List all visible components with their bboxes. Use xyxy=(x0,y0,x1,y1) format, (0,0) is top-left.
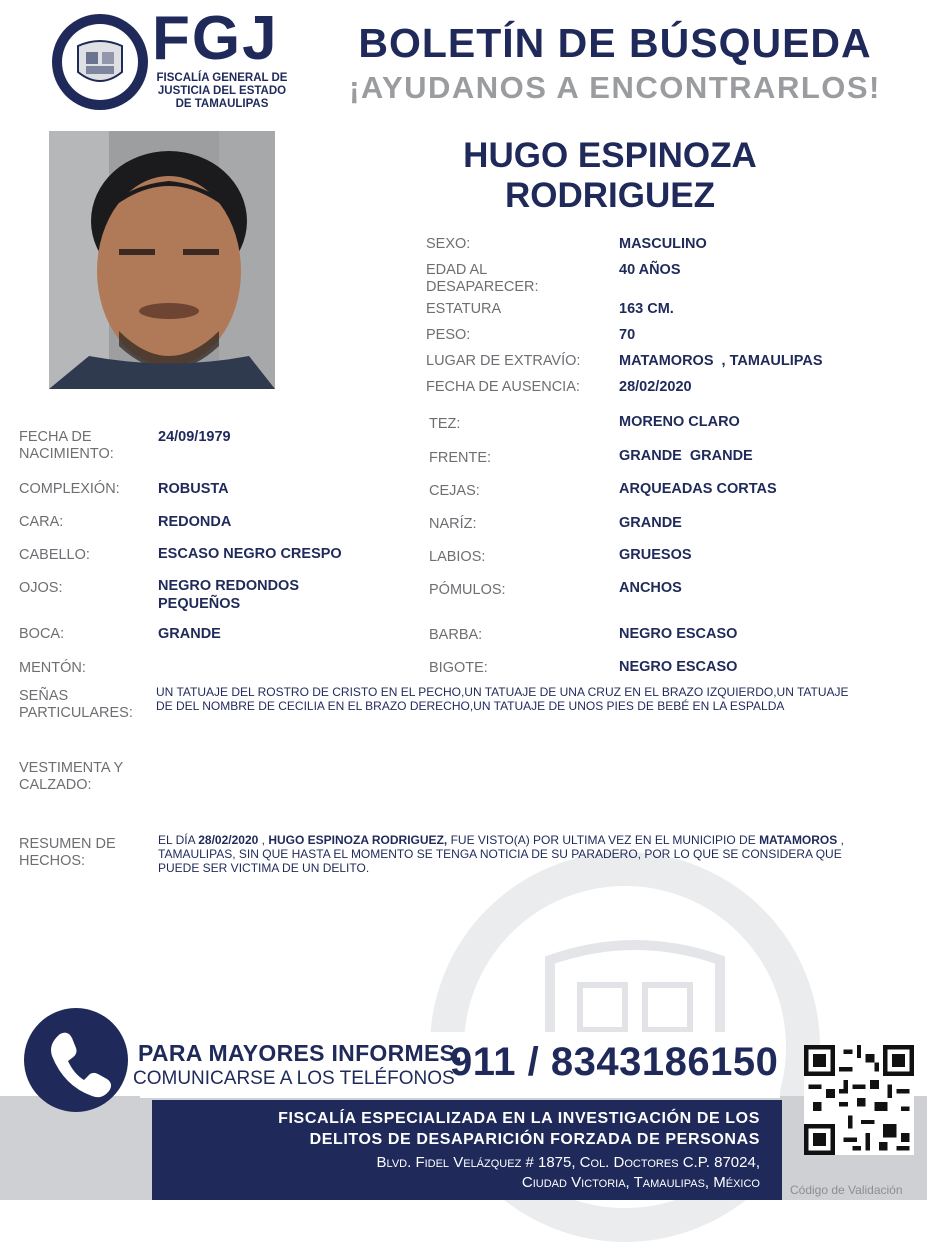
resumen-line2: TAMAULIPAS, SIN QUE HASTA EL MOMENTO SE TENGA NOTICIA DE SU PARADERO, POR LO QUE SE CONSIDERA QUE xyxy=(158,847,842,861)
value-fecha-ausencia: 28/02/2020 xyxy=(619,379,692,395)
value-frente: GRANDE GRANDE xyxy=(619,448,753,464)
senas-text-l1: UN TATUAJE DEL ROSTRO DE CRISTO EN EL PECHO,UN TATUAJE DE UNA CRUZ EN EL BRAZO IZQUIERDO,UN TATUAJE xyxy=(156,685,849,699)
qr-code[interactable] xyxy=(804,1045,914,1155)
address-line2: Ciudad Victoria, Tamaulipas, México xyxy=(521,1174,760,1191)
label-nariz: NARÍZ: xyxy=(429,516,477,532)
value-sexo: MASCULINO xyxy=(619,236,707,252)
value-cara: REDONDA xyxy=(158,514,232,530)
missing-person-photo xyxy=(49,131,275,389)
label-boca: BOCA: xyxy=(19,626,65,642)
resumen-date: 28/02/2020 xyxy=(198,833,259,847)
label-bigote: BIGOTE: xyxy=(429,660,488,676)
label-cejas: CEJAS: xyxy=(429,483,480,499)
value-estatura: 163 CM. xyxy=(619,301,674,317)
label-cabello: CABELLO: xyxy=(19,547,90,563)
value-nacimiento: 24/09/1979 xyxy=(158,429,231,445)
label-resumen-l2: HECHOS: xyxy=(19,853,86,869)
label-ojos: OJOS: xyxy=(19,580,63,596)
value-ojos-l1: NEGRO REDONDOS xyxy=(158,578,299,594)
value-cejas: ARQUEADAS CORTAS xyxy=(619,481,777,497)
label-pomulos: PÓMULOS: xyxy=(429,582,506,598)
senas-text-l2: DE DEL NOMBRE DE CECILIA EN EL BRAZO DERECHO,UN TATUAJE DE UNOS PIES DE BEBÉ EN LA ESPALDA xyxy=(156,699,785,713)
phone-badge xyxy=(24,1008,128,1112)
bulletin-subtitle: ¡AYUDANOS A ENCONTRARLOS! xyxy=(349,70,881,105)
label-vestimenta-l2: CALZADO: xyxy=(19,777,92,793)
resumen-name: HUGO ESPINOZA RODRIGUEZ, xyxy=(268,833,448,847)
value-tez: MORENO CLARO xyxy=(619,414,740,430)
value-barba: NEGRO ESCASO xyxy=(619,626,738,642)
label-cara: CARA: xyxy=(19,514,64,530)
logo-subtitle-1: FISCALÍA GENERAL DE xyxy=(156,72,288,84)
office-line1: FISCALÍA ESPECIALIZADA EN LA INVESTIGACIÓN DE LOS xyxy=(278,1110,760,1127)
state-seal-icon xyxy=(70,32,130,92)
bulletin-title: BOLETÍN DE BÚSQUEDA xyxy=(358,20,872,66)
label-edad-l2: DESAPARECER: xyxy=(426,279,539,295)
label-edad-l1: EDAD AL xyxy=(426,262,488,278)
qr-caption: Código de Validación xyxy=(790,1183,903,1197)
value-ojos-l2: PEQUEÑOS xyxy=(158,596,241,612)
resumen-p4: , xyxy=(837,833,844,847)
value-pomulos: ANCHOS xyxy=(619,580,682,596)
value-lugar: MATAMOROS , TAMAULIPAS xyxy=(619,353,823,369)
label-vestimenta-l1: VESTIMENTA Y xyxy=(19,760,124,776)
label-barba: BARBA: xyxy=(429,627,483,643)
value-complexion: ROBUSTA xyxy=(158,481,229,497)
label-complexion: COMPLEXIÓN: xyxy=(19,481,120,497)
label-estatura: ESTATURA xyxy=(426,301,502,317)
label-nacimiento-l1: FECHA DE xyxy=(19,429,92,445)
value-edad: 40 AÑOS xyxy=(619,262,681,278)
office-line2: DELITOS DE DESAPARICIÓN FORZADA DE PERSONAS xyxy=(309,1131,760,1148)
comunicar-text: COMUNICARSE A LOS TELÉFONOS xyxy=(133,1068,455,1089)
label-nacimiento-l2: NACIMIENTO: xyxy=(19,446,114,462)
label-senas-l2: PARTICULARES: xyxy=(19,705,133,721)
resumen-line3: PUEDE SER VICTIMA DE UN DELITO. xyxy=(158,861,370,875)
value-labios: GRUESOS xyxy=(619,547,692,563)
label-resumen-l1: RESUMEN DE xyxy=(19,836,116,852)
resumen-p2: , xyxy=(258,833,269,847)
label-menton: MENTÓN: xyxy=(19,660,86,676)
value-nariz: GRANDE xyxy=(619,515,682,531)
value-peso: 70 xyxy=(619,327,636,343)
person-name-line1: HUGO ESPINOZA xyxy=(463,136,757,175)
logo-subtitle-2: JUSTICIA DEL ESTADO xyxy=(157,85,287,97)
contact-phone-numbers[interactable]: 911 / 8343186150 xyxy=(450,1040,779,1084)
value-bigote: NEGRO ESCASO xyxy=(619,659,738,675)
value-cabello: ESCASO NEGRO CRESPO xyxy=(158,546,342,562)
resumen-city: MATAMOROS xyxy=(759,833,838,847)
fgj-logo-text: FGJ xyxy=(152,4,279,73)
person-name-line2: RODRIGUEZ xyxy=(505,176,715,215)
label-senas-l1: SEÑAS xyxy=(19,688,69,704)
informes-heading: PARA MAYORES INFORMES, xyxy=(138,1040,462,1066)
resumen-line1 xyxy=(158,833,844,847)
logo-subtitle-3: DE TAMAULIPAS xyxy=(175,98,269,110)
label-tez: TEZ: xyxy=(429,416,461,432)
resumen-p1: EL DÍA xyxy=(158,833,199,847)
phone-icon xyxy=(24,1008,128,1112)
label-fecha-ausencia: FECHA DE AUSENCIA: xyxy=(426,379,580,395)
label-peso: PESO: xyxy=(426,327,471,343)
resumen-p3: FUE VISTO(A) POR ULTIMA VEZ EN EL MUNICIPIO DE xyxy=(447,833,760,847)
label-lugar: LUGAR DE EXTRAVÍO: xyxy=(426,353,581,369)
label-sexo: SEXO: xyxy=(426,236,471,252)
person-name xyxy=(420,136,800,216)
address-line1: Blvd. Fidel Velázquez # 1875, Col. Doctores C.P. 87024, xyxy=(376,1154,760,1171)
value-boca: GRANDE xyxy=(158,626,221,642)
label-frente: FRENTE: xyxy=(429,450,492,466)
label-labios: LABIOS: xyxy=(429,549,486,565)
